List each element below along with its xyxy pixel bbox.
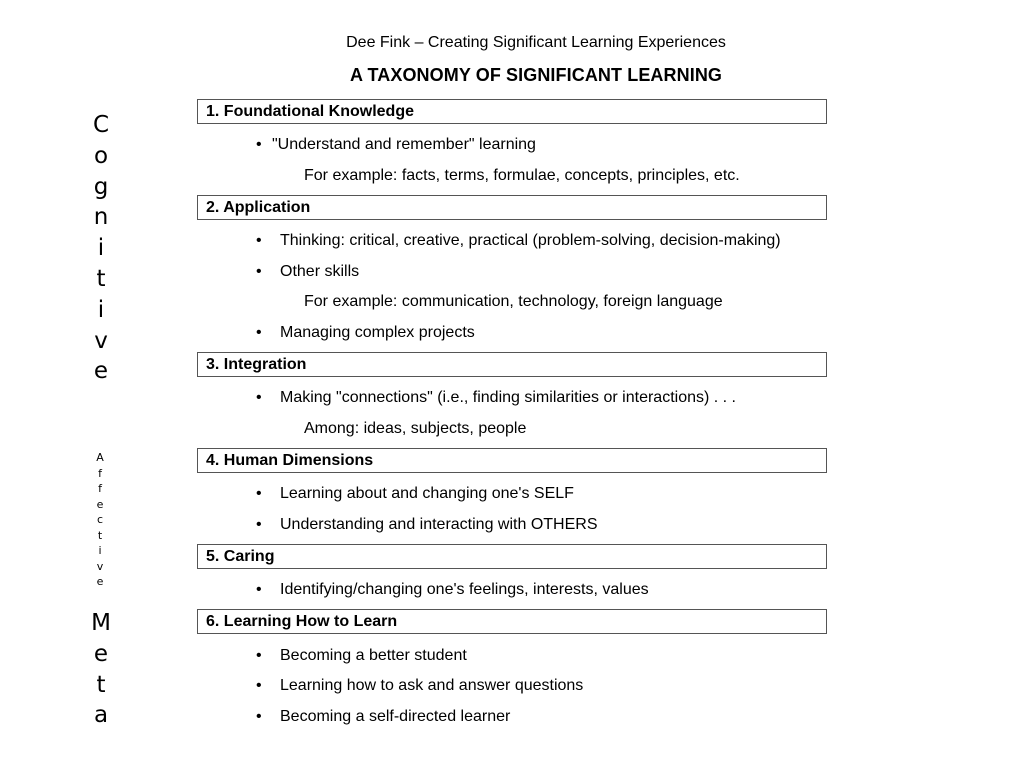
item-text: "Understand and remember" learning (272, 136, 536, 153)
side-letter: v (96, 559, 104, 573)
list-item (256, 323, 475, 343)
item-text: Becoming a better student (280, 647, 467, 664)
side-letter: f (98, 466, 102, 480)
item-text: Making "connections" (i.e., finding similarities or interactions) . . . (280, 389, 736, 406)
side-letter: C (92, 112, 110, 138)
side-letter: g (93, 173, 109, 200)
list-item (256, 676, 584, 696)
item-text: Thinking: critical, creative, practical (problem-solving, decision-making) (280, 232, 781, 249)
item-text: Identifying/changing one's feelings, interests, values (280, 581, 649, 598)
side-letter: e (93, 640, 109, 667)
item-text: Learning about and changing one's SELF (280, 485, 574, 502)
item-text: Managing complex projects (280, 324, 475, 341)
list-item (256, 262, 360, 282)
bullet-icon: • (256, 263, 262, 280)
side-letter: o (93, 142, 109, 169)
bullet-icon: • (256, 389, 262, 406)
bullet-icon: • (256, 581, 262, 598)
side-letter: f (98, 482, 102, 495)
item-text: Learning how to ask and answer questions (280, 677, 584, 694)
list-item (256, 231, 781, 251)
side-label-cognitive (89, 110, 113, 387)
example-text: Among: ideas, subjects, people (304, 420, 527, 437)
side-letter: i (97, 296, 105, 323)
list-item (256, 646, 467, 666)
side-letter: c (96, 513, 104, 526)
item-text: Other skills (280, 263, 360, 280)
section-heading-caring: 5. Caring (197, 544, 827, 569)
list-item (256, 515, 598, 535)
side-letter: t (97, 528, 103, 542)
section-heading-human-dimensions: 4. Human Dimensions (197, 448, 827, 473)
document-title: A TAXONOMY OF SIGNIFICANT LEARNING (349, 65, 723, 85)
bullet-icon: • (256, 232, 262, 249)
side-letter: t (96, 265, 106, 292)
side-letter: e (96, 497, 104, 511)
item-text: Understanding and interacting with OTHERS (280, 516, 598, 533)
bullet-icon: • (256, 647, 262, 664)
list-item (256, 484, 574, 504)
side-letter: e (96, 575, 104, 588)
example-text: For example: facts, terms, formulae, concepts, principles, etc. (304, 167, 740, 184)
section-heading-application: 2. Application (197, 195, 827, 220)
side-letter: e (93, 358, 109, 385)
side-letter: v (94, 327, 108, 354)
side-letter: i (97, 235, 105, 262)
side-letter: a (93, 702, 109, 729)
bullet-icon: • (256, 136, 262, 153)
document-subtitle: Dee Fink – Creating Significant Learning Experiences (346, 34, 726, 51)
bullet-icon: • (256, 516, 262, 533)
section-heading-foundational-knowledge: 1. Foundational Knowledge (197, 99, 827, 124)
side-letter: A (96, 451, 104, 464)
side-letter: i (98, 544, 102, 557)
bullet-icon: • (256, 324, 262, 341)
bullet-icon: • (256, 708, 262, 725)
side-letter: n (93, 204, 109, 231)
list-item (256, 135, 536, 155)
list-item (256, 707, 511, 727)
side-letter: M (91, 610, 111, 636)
list-item (256, 388, 736, 408)
bullet-icon: • (256, 485, 262, 502)
list-item (256, 580, 649, 600)
section-heading-integration: 3. Integration (197, 352, 827, 377)
item-text: Becoming a self-directed learner (280, 708, 511, 725)
side-letter: t (96, 671, 106, 698)
section-heading-learning-how-to-learn: 6. Learning How to Learn (197, 609, 827, 634)
bullet-icon: • (256, 677, 262, 694)
side-label-meta (89, 608, 113, 731)
example-text: For example: communication, technology, foreign language (304, 293, 723, 310)
side-label-affective (94, 450, 106, 590)
